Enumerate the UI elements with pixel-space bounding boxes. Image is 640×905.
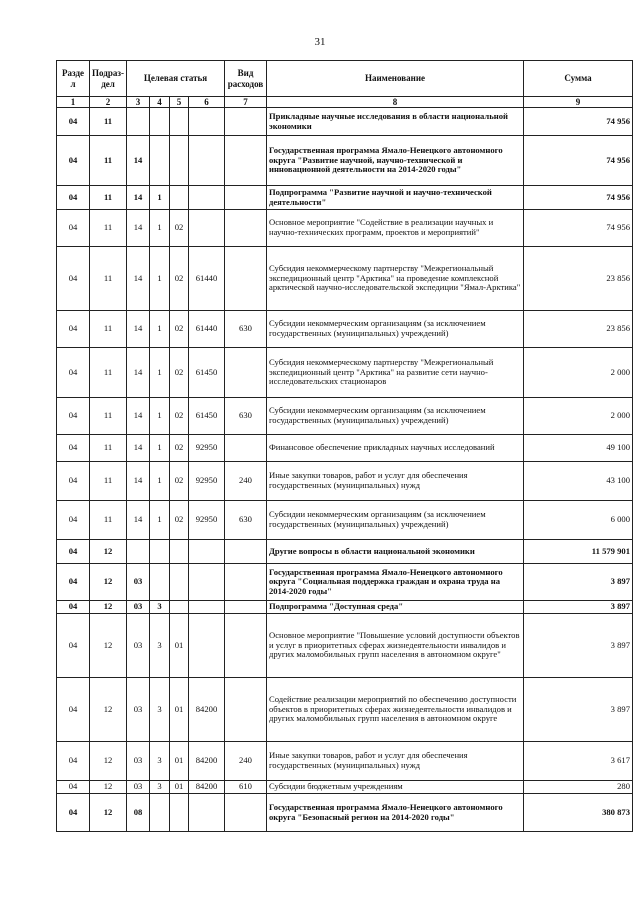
sum-cell: 74 956 — [524, 136, 633, 186]
sum-cell: 74 956 — [524, 210, 633, 247]
code-cell: 11 — [90, 435, 127, 462]
code-cell: 03 — [127, 601, 150, 614]
budget-table — [56, 60, 633, 832]
code-cell: 14 — [127, 348, 150, 398]
code-cell — [225, 210, 267, 247]
code-cell: 3 — [150, 781, 170, 794]
code-cell: 02 — [170, 462, 189, 501]
code-cell: 04 — [57, 247, 90, 311]
code-cell — [170, 186, 189, 210]
code-cell: 14 — [127, 186, 150, 210]
code-cell — [170, 794, 189, 832]
sum-cell: 23 856 — [524, 247, 633, 311]
name-cell: Содействие реализации мероприятий по обеспечению доступности объектов в приоритетных сферах жизнедеятельности инвалидов и других маломобильных групп населения в автономном округе — [267, 678, 524, 742]
code-cell: 04 — [57, 108, 90, 136]
code-cell: 630 — [225, 501, 267, 540]
table-row — [57, 601, 633, 614]
code-cell — [225, 186, 267, 210]
code-cell: 12 — [90, 614, 127, 678]
code-cell: 02 — [170, 435, 189, 462]
code-cell: 92950 — [189, 435, 225, 462]
code-cell: 12 — [90, 564, 127, 601]
code-cell — [170, 136, 189, 186]
code-cell — [189, 186, 225, 210]
code-cell: 04 — [57, 398, 90, 435]
sum-cell: 74 956 — [524, 186, 633, 210]
code-cell: 11 — [90, 462, 127, 501]
code-cell — [170, 564, 189, 601]
code-cell: 03 — [127, 781, 150, 794]
code-cell: 04 — [57, 781, 90, 794]
header-sum: Сумма — [524, 61, 633, 97]
code-cell: 02 — [170, 311, 189, 348]
code-cell — [189, 564, 225, 601]
code-cell: 630 — [225, 311, 267, 348]
page-number: 31 — [314, 36, 326, 48]
code-cell — [170, 108, 189, 136]
code-cell: 04 — [57, 462, 90, 501]
code-cell: 14 — [127, 435, 150, 462]
name-cell: Подпрограмма "Развитие научной и научно-технической деятельности" — [267, 186, 524, 210]
code-cell: 1 — [150, 186, 170, 210]
table-row — [57, 462, 633, 501]
table-row — [57, 678, 633, 742]
code-cell — [189, 540, 225, 564]
name-cell: Государственная программа Ямало-Ненецкого автономного округа "Социальная поддержка граждан и охрана труда на 2014-2020 годы" — [267, 564, 524, 601]
code-cell: 03 — [127, 564, 150, 601]
code-cell: 01 — [170, 781, 189, 794]
sum-cell: 11 579 901 — [524, 540, 633, 564]
code-cell — [127, 108, 150, 136]
code-cell: 01 — [170, 742, 189, 781]
code-cell: 04 — [57, 794, 90, 832]
code-cell: 84200 — [189, 742, 225, 781]
code-cell: 12 — [90, 601, 127, 614]
code-cell — [189, 794, 225, 832]
code-cell: 1 — [150, 348, 170, 398]
name-cell: Финансовое обеспечение прикладных научных исследований — [267, 435, 524, 462]
code-cell: 01 — [170, 678, 189, 742]
code-cell: 08 — [127, 794, 150, 832]
code-cell: 12 — [90, 781, 127, 794]
name-cell: Другие вопросы в области национальной экономики — [267, 540, 524, 564]
code-cell: 3 — [150, 601, 170, 614]
code-cell — [225, 435, 267, 462]
code-cell: 61450 — [189, 398, 225, 435]
table-row — [57, 564, 633, 601]
header-name: Наименование — [267, 61, 524, 97]
name-cell: Государственная программа Ямало-Ненецкого автономного округа "Безопасный регион на 2014-2020 годы" — [267, 794, 524, 832]
code-cell: 3 — [150, 614, 170, 678]
table-row — [57, 136, 633, 186]
col-num: 1 — [57, 97, 90, 108]
name-cell: Основное мероприятие "Содействие в реализации научных и научно-технических программ, проектов и мероприятий" — [267, 210, 524, 247]
name-cell: Субсидии некоммерческим организациям (за исключением государственных (муниципальных) учреждений) — [267, 311, 524, 348]
code-cell — [150, 108, 170, 136]
code-cell: 12 — [90, 794, 127, 832]
code-cell: 240 — [225, 462, 267, 501]
header-vid: Вид расходов — [225, 61, 267, 97]
code-cell: 3 — [150, 742, 170, 781]
table-row — [57, 614, 633, 678]
sum-cell: 3 897 — [524, 601, 633, 614]
name-cell: Субсидии некоммерческим организациям (за исключением государственных (муниципальных) учреждений) — [267, 398, 524, 435]
code-cell: 11 — [90, 108, 127, 136]
code-cell — [225, 794, 267, 832]
code-cell — [225, 614, 267, 678]
code-cell — [127, 540, 150, 564]
col-num: 3 — [127, 97, 150, 108]
sum-cell: 3 617 — [524, 742, 633, 781]
col-num: 4 — [150, 97, 170, 108]
code-cell: 04 — [57, 348, 90, 398]
code-cell: 11 — [90, 186, 127, 210]
code-cell: 11 — [90, 136, 127, 186]
code-cell: 14 — [127, 210, 150, 247]
code-cell: 14 — [127, 311, 150, 348]
code-cell — [189, 108, 225, 136]
code-cell: 04 — [57, 742, 90, 781]
header-podrazdel: Подраз-дел — [90, 61, 127, 97]
sum-cell: 2 000 — [524, 348, 633, 398]
code-cell: 03 — [127, 678, 150, 742]
table-row — [57, 247, 633, 311]
sum-cell: 380 873 — [524, 794, 633, 832]
code-cell: 11 — [90, 311, 127, 348]
col-num: 6 — [189, 97, 225, 108]
sum-cell: 3 897 — [524, 678, 633, 742]
code-cell: 04 — [57, 564, 90, 601]
code-cell: 92950 — [189, 462, 225, 501]
code-cell: 04 — [57, 601, 90, 614]
code-cell — [225, 136, 267, 186]
code-cell: 61440 — [189, 247, 225, 311]
name-cell: Субсидия некоммерческому партнерству "Межрегиональный экспедиционный центр "Арктика" на развитие сети научно-исследовательских стационаров — [267, 348, 524, 398]
name-cell: Субсидия некоммерческому партнерству "Межрегиональный экспедиционный центр "Арктика" на проведение комплексной арктической научно-исследовательской экспедиции "Ямал-Арктика" — [267, 247, 524, 311]
sum-cell: 2 000 — [524, 398, 633, 435]
code-cell: 1 — [150, 462, 170, 501]
col-num: 8 — [267, 97, 524, 108]
table-row — [57, 210, 633, 247]
code-cell: 12 — [90, 742, 127, 781]
code-cell: 01 — [170, 614, 189, 678]
code-cell — [170, 540, 189, 564]
table-row — [57, 108, 633, 136]
code-cell: 630 — [225, 398, 267, 435]
code-cell: 02 — [170, 210, 189, 247]
sum-cell: 23 856 — [524, 311, 633, 348]
code-cell: 84200 — [189, 678, 225, 742]
code-cell: 04 — [57, 136, 90, 186]
code-cell: 1 — [150, 311, 170, 348]
name-cell: Субсидии некоммерческим организациям (за исключением государственных (муниципальных) учреждений) — [267, 501, 524, 540]
code-cell: 11 — [90, 501, 127, 540]
table-row — [57, 398, 633, 435]
code-cell: 11 — [90, 348, 127, 398]
code-cell: 1 — [150, 398, 170, 435]
code-cell: 14 — [127, 462, 150, 501]
name-cell: Основное мероприятие "Повышение условий доступности объектов и услуг в приоритетных сферах жизнедеятельности инвалидов и других маломобильных групп населения в автономном округе" — [267, 614, 524, 678]
code-cell — [150, 794, 170, 832]
code-cell: 84200 — [189, 781, 225, 794]
header-row — [57, 61, 633, 97]
col-num: 2 — [90, 97, 127, 108]
code-cell: 04 — [57, 435, 90, 462]
code-cell: 1 — [150, 210, 170, 247]
code-cell: 03 — [127, 742, 150, 781]
code-cell: 11 — [90, 247, 127, 311]
name-cell: Подпрограмма "Доступная среда" — [267, 601, 524, 614]
code-cell: 04 — [57, 501, 90, 540]
code-cell: 04 — [57, 311, 90, 348]
code-cell: 1 — [150, 247, 170, 311]
sum-cell: 3 897 — [524, 564, 633, 601]
code-cell: 61440 — [189, 311, 225, 348]
code-cell — [150, 136, 170, 186]
header-razdel: Разде л — [57, 61, 90, 97]
table-row — [57, 348, 633, 398]
code-cell: 02 — [170, 501, 189, 540]
code-cell — [225, 108, 267, 136]
column-number-row — [57, 97, 633, 108]
sum-cell: 6 000 — [524, 501, 633, 540]
code-cell: 11 — [90, 210, 127, 247]
code-cell — [189, 136, 225, 186]
code-cell: 04 — [57, 614, 90, 678]
code-cell: 04 — [57, 210, 90, 247]
code-cell — [170, 601, 189, 614]
name-cell: Государственная программа Ямало-Ненецкого автономного округа "Развитие научной, научно-технической и инновационной деятельности на 2014-2020 годы" — [267, 136, 524, 186]
code-cell: 04 — [57, 540, 90, 564]
name-cell: Субсидии бюджетным учреждениям — [267, 781, 524, 794]
code-cell: 61450 — [189, 348, 225, 398]
sum-cell: 3 897 — [524, 614, 633, 678]
table-row — [57, 311, 633, 348]
col-num: 9 — [524, 97, 633, 108]
code-cell — [225, 540, 267, 564]
col-num: 7 — [225, 97, 267, 108]
code-cell — [150, 564, 170, 601]
table-body — [57, 108, 633, 832]
code-cell — [225, 678, 267, 742]
table-row — [57, 501, 633, 540]
code-cell: 1 — [150, 501, 170, 540]
code-cell: 02 — [170, 348, 189, 398]
code-cell: 02 — [170, 398, 189, 435]
code-cell: 12 — [90, 540, 127, 564]
code-cell: 12 — [90, 678, 127, 742]
sum-cell: 43 100 — [524, 462, 633, 501]
name-cell: Иные закупки товаров, работ и услуг для обеспечения государственных (муниципальных) нужд — [267, 462, 524, 501]
code-cell: 14 — [127, 136, 150, 186]
code-cell — [225, 564, 267, 601]
name-cell: Иные закупки товаров, работ и услуг для обеспечения государственных (муниципальных) нужд — [267, 742, 524, 781]
code-cell: 14 — [127, 247, 150, 311]
code-cell — [150, 540, 170, 564]
code-cell — [189, 601, 225, 614]
code-cell: 3 — [150, 678, 170, 742]
code-cell — [225, 601, 267, 614]
table-row — [57, 540, 633, 564]
table-row — [57, 435, 633, 462]
code-cell: 04 — [57, 186, 90, 210]
name-cell: Прикладные научные исследования в области национальной экономики — [267, 108, 524, 136]
code-cell: 04 — [57, 678, 90, 742]
table-row — [57, 742, 633, 781]
sum-cell: 280 — [524, 781, 633, 794]
code-cell: 92950 — [189, 501, 225, 540]
code-cell — [189, 614, 225, 678]
table-row — [57, 781, 633, 794]
table-row — [57, 186, 633, 210]
header-target: Целевая статья — [127, 61, 225, 97]
col-num: 5 — [170, 97, 189, 108]
sum-cell: 74 956 — [524, 108, 633, 136]
code-cell: 14 — [127, 398, 150, 435]
code-cell: 1 — [150, 435, 170, 462]
code-cell: 03 — [127, 614, 150, 678]
code-cell: 11 — [90, 398, 127, 435]
code-cell — [225, 247, 267, 311]
code-cell: 610 — [225, 781, 267, 794]
code-cell: 02 — [170, 247, 189, 311]
code-cell — [189, 210, 225, 247]
sum-cell: 49 100 — [524, 435, 633, 462]
code-cell: 14 — [127, 501, 150, 540]
table-row — [57, 794, 633, 832]
code-cell: 240 — [225, 742, 267, 781]
code-cell — [225, 348, 267, 398]
